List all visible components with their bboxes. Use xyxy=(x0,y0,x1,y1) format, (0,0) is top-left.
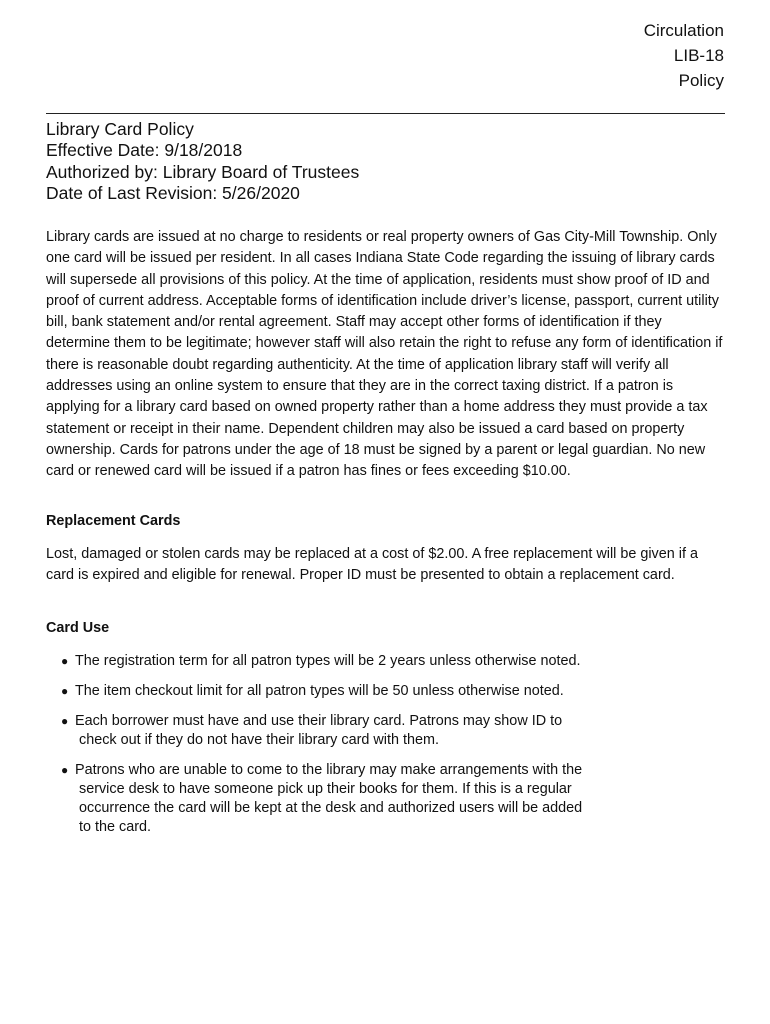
policy-meta xyxy=(46,119,359,204)
effective-date: Effective Date: 9/18/2018 xyxy=(46,140,243,161)
header-code: LIB-18 xyxy=(673,46,724,65)
section-heading-replacement: Replacement Cards xyxy=(46,512,181,529)
list-item-text: The registration term for all patron types will be 2 years unless otherwise noted. xyxy=(75,652,581,669)
list-item xyxy=(61,712,591,750)
list-item xyxy=(61,682,591,701)
header-department: Circulation xyxy=(643,21,724,40)
last-revision-date: Date of Last Revision: 5/26/2020 xyxy=(46,182,300,203)
header-divider xyxy=(46,113,725,114)
list-item-text: The item checkout limit for all patron types will be 50 unless otherwise noted. xyxy=(75,682,564,699)
policy-body xyxy=(46,227,726,848)
list-item xyxy=(61,652,591,671)
intro-paragraph: Library cards are issued at no charge to residents or real property owners of Gas City-Mill Township. Only one card will be issued per resident. In all cases Indiana State Code regarding the issuing of library cards will supersede all provisions of this policy. At the time of application, residents must show proof of ID and proof of current address. Acceptable forms of identification include driver’s license, passport, current utility bill, bank statement and/or rental agreement. Staff may accept other forms of identification if they determine them to be legitimate; however staff will also retain the right to refuse any form of identification if there is reasonable doubt regarding authenticity. At the time of application library staff will verify all addresses using an online system to ensure that they are in the correct taxing district. If a patron is applying for a library card based on owned property rather than a home address they must provide a tax statement or receipt in their name. Dependent children may also be issued a card based on property ownership. Cards for patrons under the age of 18 must be signed by a parent or legal guardian. No new card or renewed card will be issued if a patron has fines or fees exceeding $10.00. xyxy=(46,229,723,480)
list-item-text: Patrons who are unable to come to the library may make arrangements with the service desk to have someone pick up their books for them. If this is a regular occurrence the card will be kept at the desk and authorized users will be added to the card. xyxy=(75,761,583,835)
header-type: Policy xyxy=(678,71,724,90)
card-use-list xyxy=(46,652,591,837)
replacement-paragraph: Lost, damaged or stolen cards may be replaced at a cost of $2.00. A free replacement will be given if a card is expired and eligible for renewal. Proper ID must be presented to obtain a replacement card. xyxy=(46,545,698,584)
bullet-icon: ● xyxy=(61,683,69,698)
list-item-text: Each borrower must have and use their library card. Patrons may show ID to check out if they do not have their library card with them. xyxy=(75,712,563,748)
bullet-icon: ● xyxy=(61,762,69,777)
list-item xyxy=(61,761,591,837)
section-heading-card-use: Card Use xyxy=(46,620,110,637)
document-header xyxy=(644,18,724,93)
bullet-icon: ● xyxy=(61,713,69,728)
authorized-by: Authorized by: Library Board of Trustees xyxy=(46,161,360,182)
bullet-icon: ● xyxy=(61,653,69,668)
policy-title: Library Card Policy xyxy=(46,119,194,139)
